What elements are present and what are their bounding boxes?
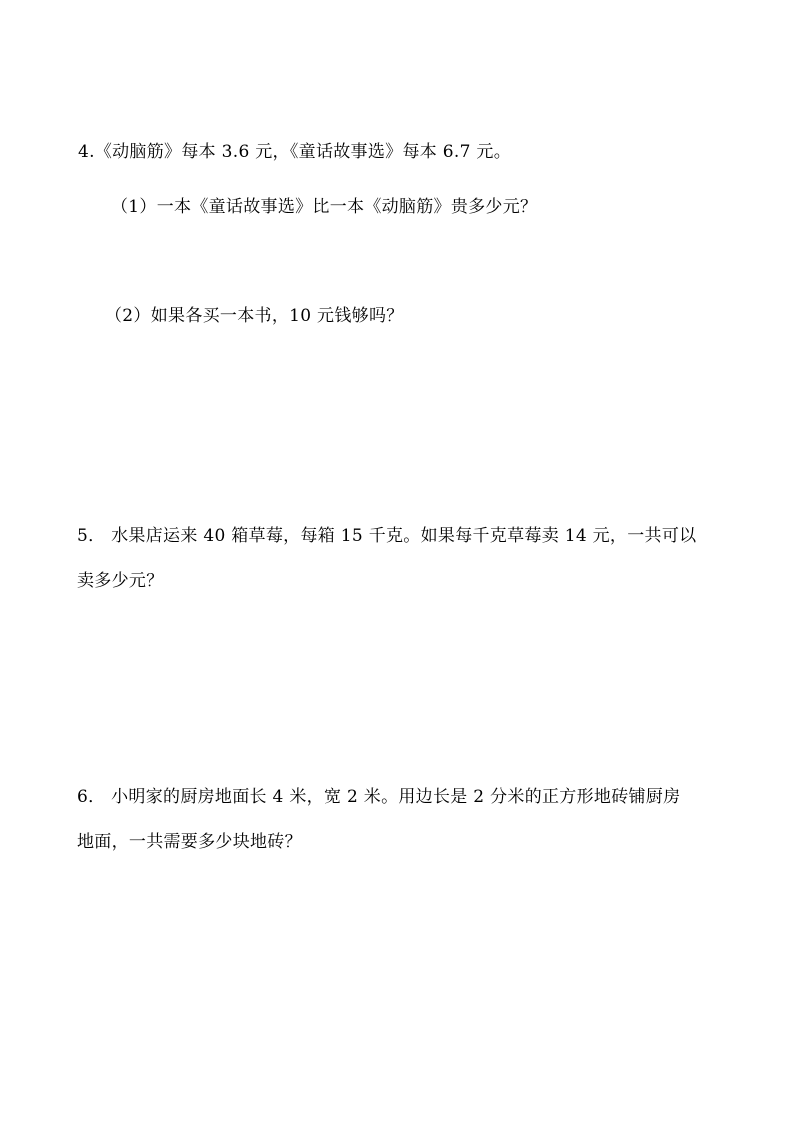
question-6-line-2: 地面，一共需要多少块地砖？ (77, 832, 302, 852)
question-4-stem: 4.《动脑筋》每本 3.6 元，《童话故事选》每本 6.7 元。 (78, 142, 512, 162)
question-6-line-1: 6． 小明家的厨房地面长 4 米，宽 2 米。用边长是 2 分米的正方形地砖铺厨房 (77, 787, 681, 807)
question-5-line-2: 卖多少元？ (77, 571, 164, 591)
question-5-line-1: 5． 水果店运来 40 箱草莓，每箱 15 千克。如果每千克草莓卖 14 元，一共可以 (77, 526, 697, 546)
question-4-part-1: （1）一本《童话故事选》比一本《动脑筋》贵多少元？ (111, 197, 538, 217)
question-4-part-2: （2）如果各买一本书，10 元钱够吗？ (105, 306, 404, 326)
